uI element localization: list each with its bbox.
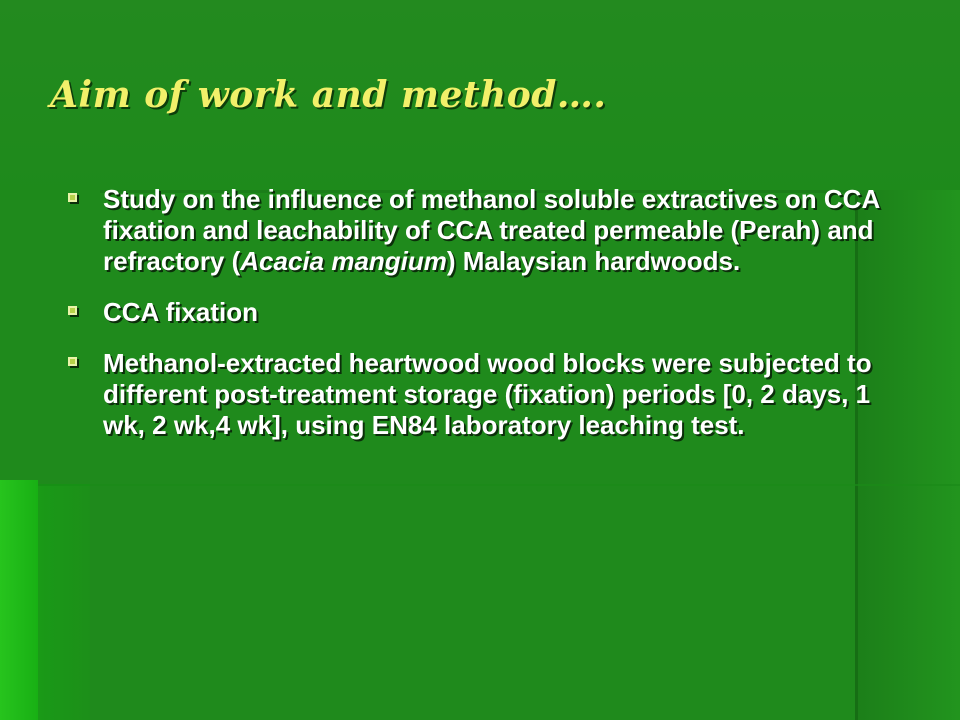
bullet-text: Study on the influence of methanol soluble extractives on CCA fixation and leachability of CCA treated permeable (Perah) and refractory (Acacia mangium) Malaysian hardwoods.: [103, 184, 880, 276]
background-left-panel: [38, 484, 90, 720]
bullet-item-cca-fixation: [66, 297, 906, 328]
bullet-text: Methanol-extracted heartwood wood blocks were subjected to different post-treatment storage (fixation) periods [0, 2 days, 1 wk, 2 wk,4 wk], using EN84 laboratory leaching test.: [103, 348, 872, 440]
square-bullet-icon: [68, 306, 77, 315]
bullet-item-study: [66, 184, 906, 277]
bullet-text: CCA fixation: [103, 297, 259, 327]
bullet-item-method: [66, 348, 906, 441]
species-name: Acacia mangium: [240, 246, 447, 276]
background-bottom-line: [90, 484, 960, 486]
bullet-list: [66, 184, 906, 461]
square-bullet-icon: [68, 193, 77, 202]
slide-title: Aim of work and method….: [50, 74, 607, 116]
background-left-bright-panel: [0, 480, 38, 720]
square-bullet-icon: [68, 357, 77, 366]
